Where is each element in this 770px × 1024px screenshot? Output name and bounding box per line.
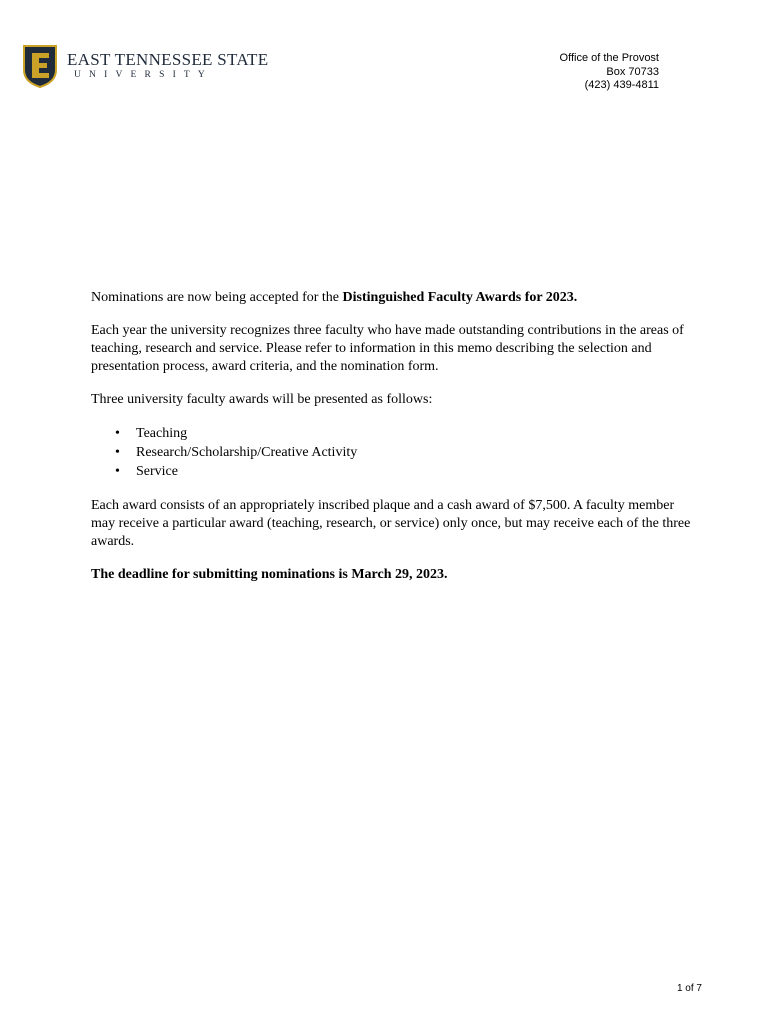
bullet-icon: • xyxy=(115,445,120,460)
intro-text: Nominations are now being accepted for the xyxy=(91,290,343,305)
address-office: Office of the Provost xyxy=(559,52,659,64)
address-phone: (423) 439-4811 xyxy=(584,79,659,91)
logo-name-line1: EAST TENNESSEE STATE xyxy=(67,50,269,69)
intro-paragraph xyxy=(91,289,691,307)
award-research: Research/Scholarship/Creative Activity xyxy=(136,445,358,460)
deadline-paragraph: The deadline for submitting nominations is March 29, 2023. xyxy=(91,567,448,582)
bullet-icon: • xyxy=(115,464,120,479)
list-item xyxy=(91,443,691,462)
bullet-icon: • xyxy=(115,426,120,441)
etsu-logo xyxy=(22,44,269,88)
memo-body xyxy=(91,289,691,599)
office-address xyxy=(560,52,659,93)
list-item xyxy=(91,462,691,481)
awards-list xyxy=(91,424,691,481)
list-item xyxy=(91,424,691,443)
etsu-shield-icon xyxy=(22,44,58,88)
logo-name-line2: UNIVERSITY xyxy=(74,70,213,80)
awards-intro-paragraph: Three university faculty awards will be presented as follows: xyxy=(91,392,433,407)
award-details-paragraph: Each award consists of an appropriately inscribed plaque and a cash award of $7,500. A faculty member may receive a particular award (teaching, research, or service) only once, but may receive each of the three awards. xyxy=(91,498,691,549)
page-indicator: 1 of 7 xyxy=(676,983,702,994)
description-paragraph: Each year the university recognizes three faculty who have made outstanding contributions in the areas of teaching, research and service. Please refer to information in this memo describing the selection and presentation process, award criteria, and the nomination form. xyxy=(91,323,684,374)
address-box: Box 70733 xyxy=(606,65,659,78)
award-teaching: Teaching xyxy=(136,426,188,441)
award-title: Distinguished Faculty Awards for 2023. xyxy=(342,290,578,305)
award-service: Service xyxy=(136,464,178,479)
